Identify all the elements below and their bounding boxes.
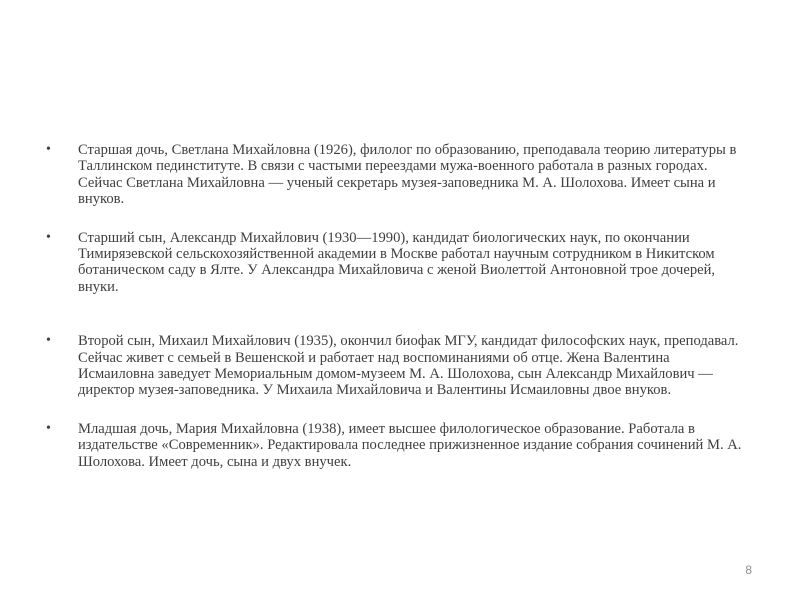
bullet-list [46,142,746,470]
bullet-text-svetlana: Старшая дочь, Светлана Михайловна (1926), филолог по образованию, преподавала теорию литературы в Таллинском пединституте. В связи с частыми переездами мужа-военного работала в разных городах. Сейчас Светлана Михайловна — ученый секретарь музея-заповедника М. А. Шолохова. Имеет сына и внуков. [78,142,737,208]
bullet-dot: • [46,142,51,157]
bullet-text-alexander: Старший сын, Александр Михайлович (1930—1990), кандидат биологических наук, по окончании Тимирязевской сельскохозяйственной академии в Москве работал научным сотрудником в Никитском ботаническом саду в Ялте. У Александра Михайловича с женой Виолеттой Антоновной трое дочерей, внуки. [78,229,716,295]
bullet-text-maria: Младшая дочь, Мария Михайловна (1938), имеет высшее филологическое образование. Работала в издательстве «Современник». Редактировала последнее прижизненное издание собрания сочинений М. А. Шолохова. Имеет дочь, сына и двух внучек. [78,420,742,470]
page-number: 8 [745,563,752,577]
bullet-item-alexander [46,230,746,296]
bullet-dot: • [46,420,51,436]
bullet-item-svetlana [46,142,746,208]
bullet-item-maria [46,421,746,470]
bullet-text-mikhail: Второй сын, Михаил Михайлович (1935), окончил биофак МГУ, кандидат философских наук, преподавал. Сейчас живет с семьей в Вешенской и работает над воспоминаниями об отце. Жена Валентина Исмаиловна заведует Мемориальным домом-музеем М. А. Шолохова, сын Александр Михайлович — директор музея-заповедника. У Михаила Михайловича и Валентины Исмаиловны двое внуков. [78,333,739,399]
bullet-dot: • [46,333,51,349]
bullet-item-mikhail [46,333,746,399]
bullet-dot: • [46,229,51,245]
